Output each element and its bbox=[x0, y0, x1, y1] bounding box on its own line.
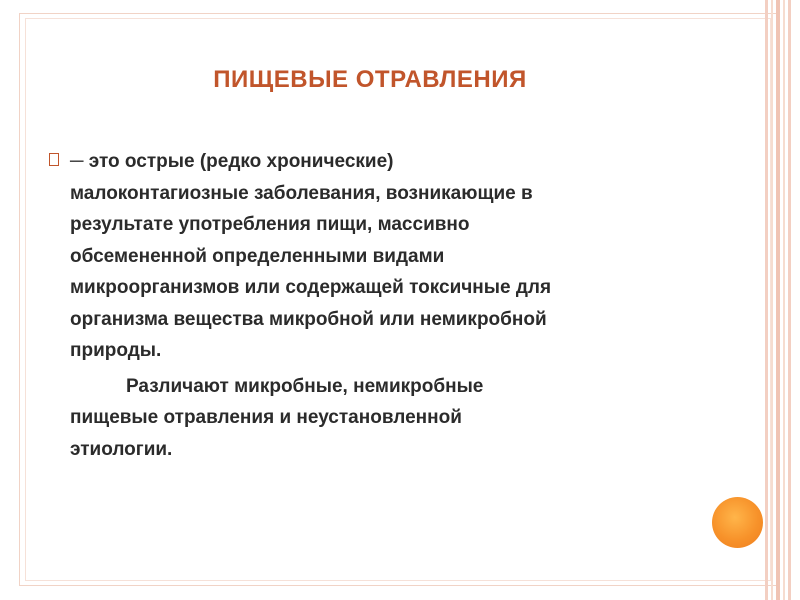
decorative-stripe bbox=[771, 0, 773, 600]
square-outline-bullet-icon bbox=[49, 153, 59, 166]
body-line: природы. bbox=[70, 340, 162, 361]
body-line: ─ это острые (редко хронические) bbox=[70, 151, 394, 172]
body-line: Различают микробные, немикробные bbox=[126, 375, 484, 397]
body-line: результате употребления пищи, массивно bbox=[70, 214, 470, 235]
body-line: обсемененной определенными видами bbox=[70, 245, 445, 267]
body-line: пищевые отравления и неустановленной bbox=[70, 407, 462, 428]
body-line: организма вещества микробной или немикробной bbox=[70, 308, 547, 330]
decorative-stripe bbox=[783, 0, 785, 600]
decorative-stripe bbox=[788, 0, 791, 600]
orange-circle-icon bbox=[712, 497, 763, 548]
slide-title: ПИЩЕВЫЕ ОТРАВЛЕНИЯ bbox=[213, 66, 527, 93]
body-line: микроорганизмов или содержащей токсичные для bbox=[70, 277, 552, 298]
body-line: малоконтагиозные заболевания, возникающие в bbox=[70, 182, 533, 204]
body-line: этиологии. bbox=[70, 438, 173, 460]
slide-body bbox=[70, 146, 710, 465]
decorative-stripe bbox=[765, 0, 768, 600]
decorative-stripe bbox=[776, 0, 780, 600]
